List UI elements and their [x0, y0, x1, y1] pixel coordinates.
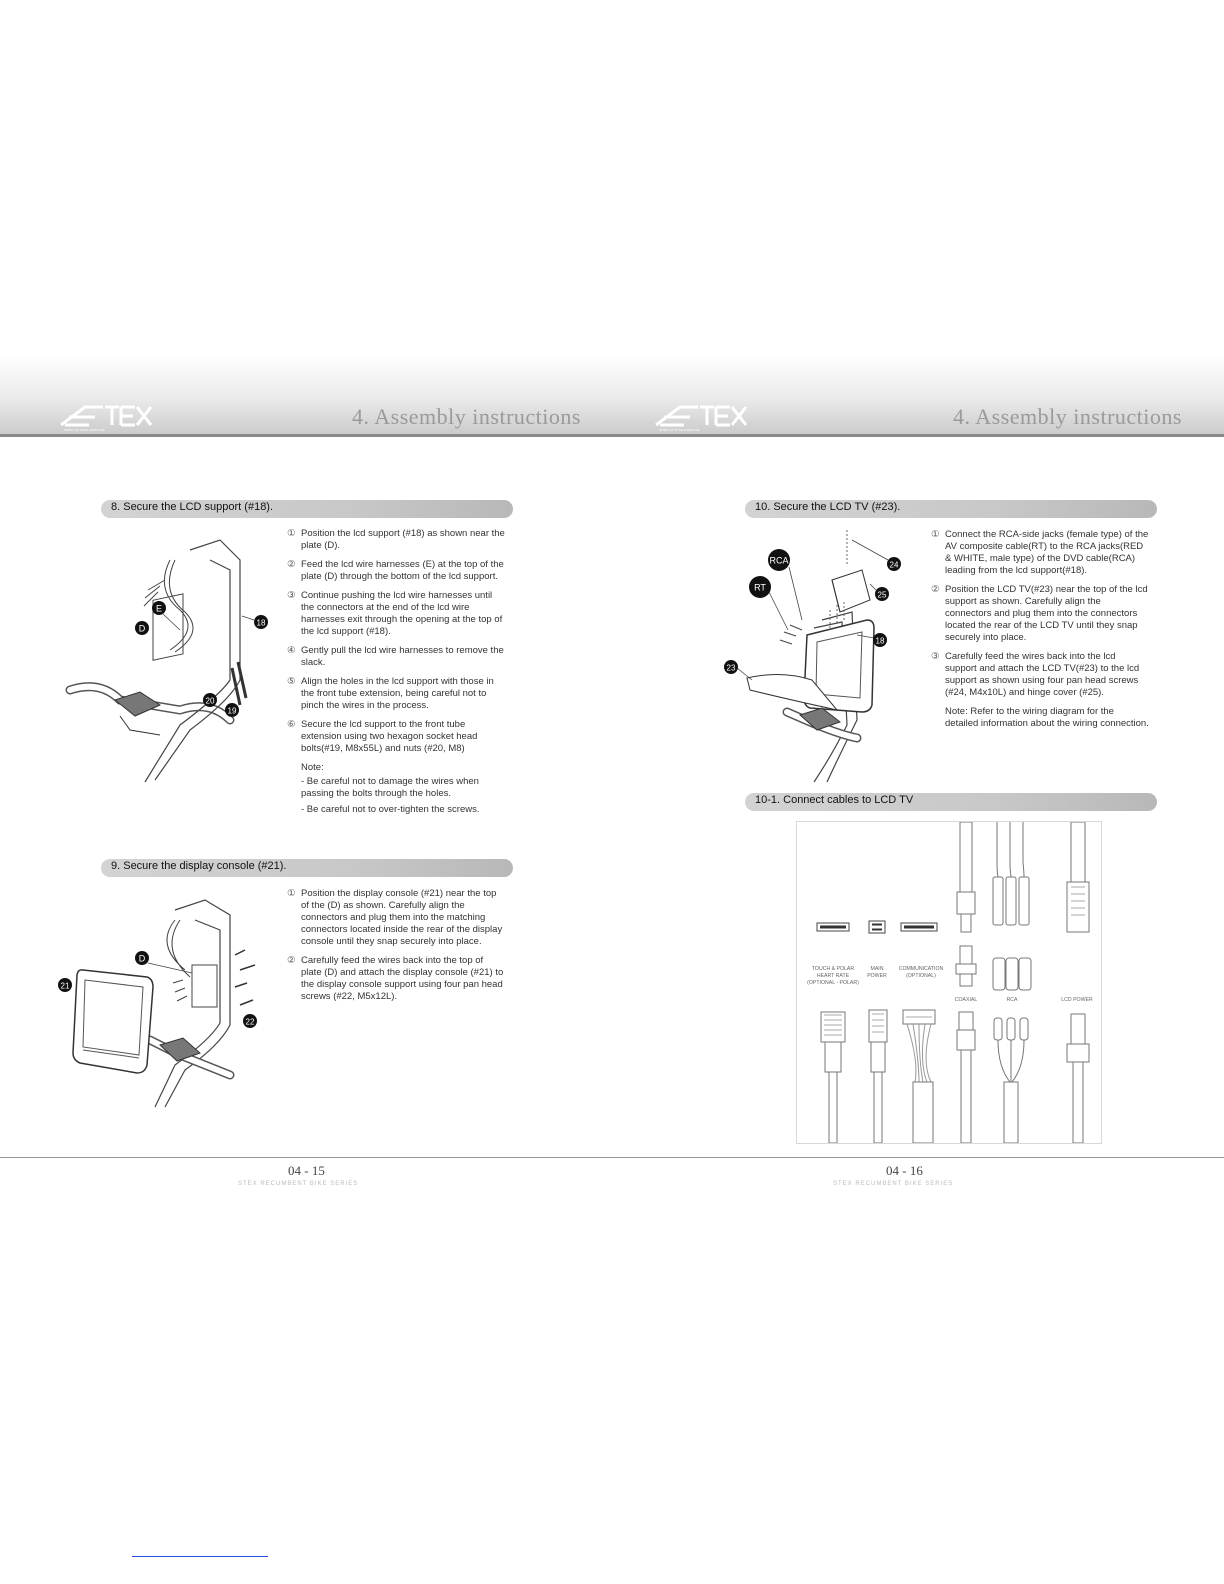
- s8-step-2-num: ②: [287, 559, 296, 570]
- callout-20: 20: [205, 696, 215, 706]
- section-8-title: 8. Secure the LCD support (#18).: [111, 501, 274, 513]
- page-number-left: 04 - 15: [288, 1163, 325, 1178]
- label-coaxial: COAXIAL: [954, 997, 978, 1003]
- label-heart-rate: HEART RATE: [816, 973, 850, 979]
- callout-23: 23: [726, 663, 736, 673]
- s8-step-4-num: ④: [287, 645, 296, 656]
- label-lcd-power: LCD POWER: [1061, 997, 1093, 1003]
- s8-step-5: [287, 676, 505, 712]
- s10-step-1: [931, 529, 1149, 577]
- label-main: MAIN: [870, 966, 884, 972]
- wiring-diagram: [796, 821, 1102, 1144]
- callout-10-18: 18: [875, 636, 885, 646]
- section-10-steps: [931, 529, 1149, 734]
- s10-step-3: [931, 651, 1149, 699]
- s8-step-4: [287, 645, 505, 669]
- callout-25: 25: [877, 590, 887, 600]
- s8-note-2: - Be careful not to over-tighten the screws.: [301, 804, 480, 815]
- section-10-1-header: [745, 793, 1157, 811]
- s8-step-5-text: Align the holes in the lcd support with those in the front tube extension, being careful not to pinch the wires in the process.: [301, 676, 494, 711]
- label-rca: RCA: [1006, 997, 1018, 1003]
- s8-step-1: [287, 528, 505, 552]
- s8-step-3: [287, 590, 505, 638]
- section-8-steps: [287, 528, 505, 820]
- s9-step-1-text: Position the display console (#21) near the top of the (D) as shown. Carefully align the connectors and plug them into the matching connectors located inside the rear of the display console until they snap securely into place.: [301, 888, 503, 947]
- s9-step-2: [287, 955, 505, 1003]
- section-10-title: 10. Secure the LCD TV (#23).: [755, 501, 901, 513]
- label-comm-optional: (OPTIONAL): [906, 973, 936, 979]
- logo-tagline-left: SPIRIT OF TOTAL EXERCISE: [64, 428, 105, 432]
- page-number-right: 04 - 16: [886, 1163, 923, 1178]
- s8-note-1: - Be careful not to damage the wires when passing the bolts through the holes.: [301, 776, 479, 799]
- callout-19: 19: [227, 706, 237, 716]
- callout-d: D: [138, 623, 146, 634]
- s8-step-5-num: ⑤: [287, 676, 296, 687]
- s9-step-1-num: ①: [287, 888, 296, 899]
- label-communication: COMMUNICATION: [898, 966, 944, 972]
- s8-step-6-text: Secure the lcd support to the front tube extension using two hexagon socket head bolts(#19, M8x55L) and nuts (#20, M8): [301, 719, 478, 754]
- figure-lcd-support: [60, 520, 275, 790]
- label-optional-polar: (OPTIONAL - POLAR): [807, 980, 859, 986]
- s9-step-2-num: ②: [287, 955, 296, 966]
- s10-step-1-num: ①: [931, 529, 940, 540]
- callout-9-d: D: [138, 953, 146, 964]
- page-title-left: 4. Assembly instructions: [352, 404, 581, 429]
- section-9-header: [101, 859, 513, 877]
- header-divider: [0, 434, 1224, 437]
- callout-24: 24: [889, 560, 899, 570]
- callout-rt: RT: [754, 582, 766, 593]
- s9-step-1: [287, 888, 505, 948]
- footer-divider: [0, 1157, 1224, 1158]
- s8-step-4-text: Gently pull the lcd wire harnesses to remove the slack.: [301, 645, 504, 668]
- figure-lcd-tv: [722, 520, 922, 790]
- callout-rca: RCA: [769, 555, 789, 566]
- label-touch-polar: TOUCH & POLAR: [811, 966, 855, 972]
- s8-step-1-text: Position the lcd support (#18) as shown near the plate (D).: [301, 528, 505, 551]
- s10-step-3-num: ③: [931, 651, 940, 662]
- s8-step-2-text: Feed the lcd wire harnesses (E) at the top of the plate (D) through the bottom of the lcd support.: [301, 559, 504, 582]
- series-label-right: STEX RECUMBENT BIKE SERIES: [833, 1181, 954, 1187]
- s8-note-label: Note:: [301, 762, 324, 773]
- figure-display-console: [55, 895, 275, 1110]
- s10-step-1-text: Connect the RCA-side jacks (female type) of the AV composite cable(RT) to the RCA jacks(RED & WHITE, male type) of the DVD cable(RCA) leading from the lcd support(#18).: [945, 529, 1149, 576]
- section-8-header: [101, 500, 513, 518]
- page-title-right: 4. Assembly instructions: [953, 404, 1182, 429]
- section-10-header: [745, 500, 1157, 518]
- s8-step-6: [287, 719, 505, 755]
- section-9-title: 9. Secure the display console (#21).: [111, 860, 287, 872]
- section-9-steps: [287, 888, 505, 1010]
- s8-step-3-num: ③: [287, 590, 296, 601]
- section-10-1-title: 10-1. Connect cables to LCD TV: [755, 794, 914, 806]
- s8-step-6-num: ⑥: [287, 719, 296, 730]
- series-label-left: STEX RECUMBENT BIKE SERIES: [238, 1181, 359, 1187]
- s8-step-1-num: ①: [287, 528, 296, 539]
- logo-tagline-right: SPIRIT OF TOTAL EXERCISE: [659, 428, 700, 432]
- s10-step-3-text: Carefully feed the wires back into the lcd support and attach the LCD TV(#23) to the lcd support as shown using four pan head screws (#24, M4x10L) and hinge cover (#25).: [945, 651, 1140, 698]
- callout-22: 22: [245, 1017, 255, 1027]
- s8-step-3-text: Continue pushing the lcd wire harnesses until the connectors at the end of the lcd wire harnesses exit through the opening at the top of the lcd support (#18).: [301, 590, 503, 637]
- s8-step-2: [287, 559, 505, 583]
- s10-step-2-num: ②: [931, 584, 940, 595]
- label-power: POWER: [867, 973, 887, 979]
- link-underline: [132, 1556, 268, 1557]
- s10-step-2-text: Position the LCD TV(#23) near the top of the lcd support as shown. Carefully align the connectors and plug them into the connectors located the rear of the LCD TV until they snap securely into place.: [945, 584, 1148, 643]
- s10-note: Note: Refer to the wiring diagram for the detailed information about the wiring connection.: [945, 706, 1149, 729]
- s10-step-2: [931, 584, 1149, 644]
- callout-e: E: [155, 603, 163, 614]
- callout-18: 18: [256, 618, 266, 628]
- s9-step-2-text: Carefully feed the wires back into the top of plate (D) and attach the display console (#21) to the display console support using four pan head screws (#22, M5x12L).: [301, 955, 504, 1002]
- callout-21: 21: [60, 981, 70, 991]
